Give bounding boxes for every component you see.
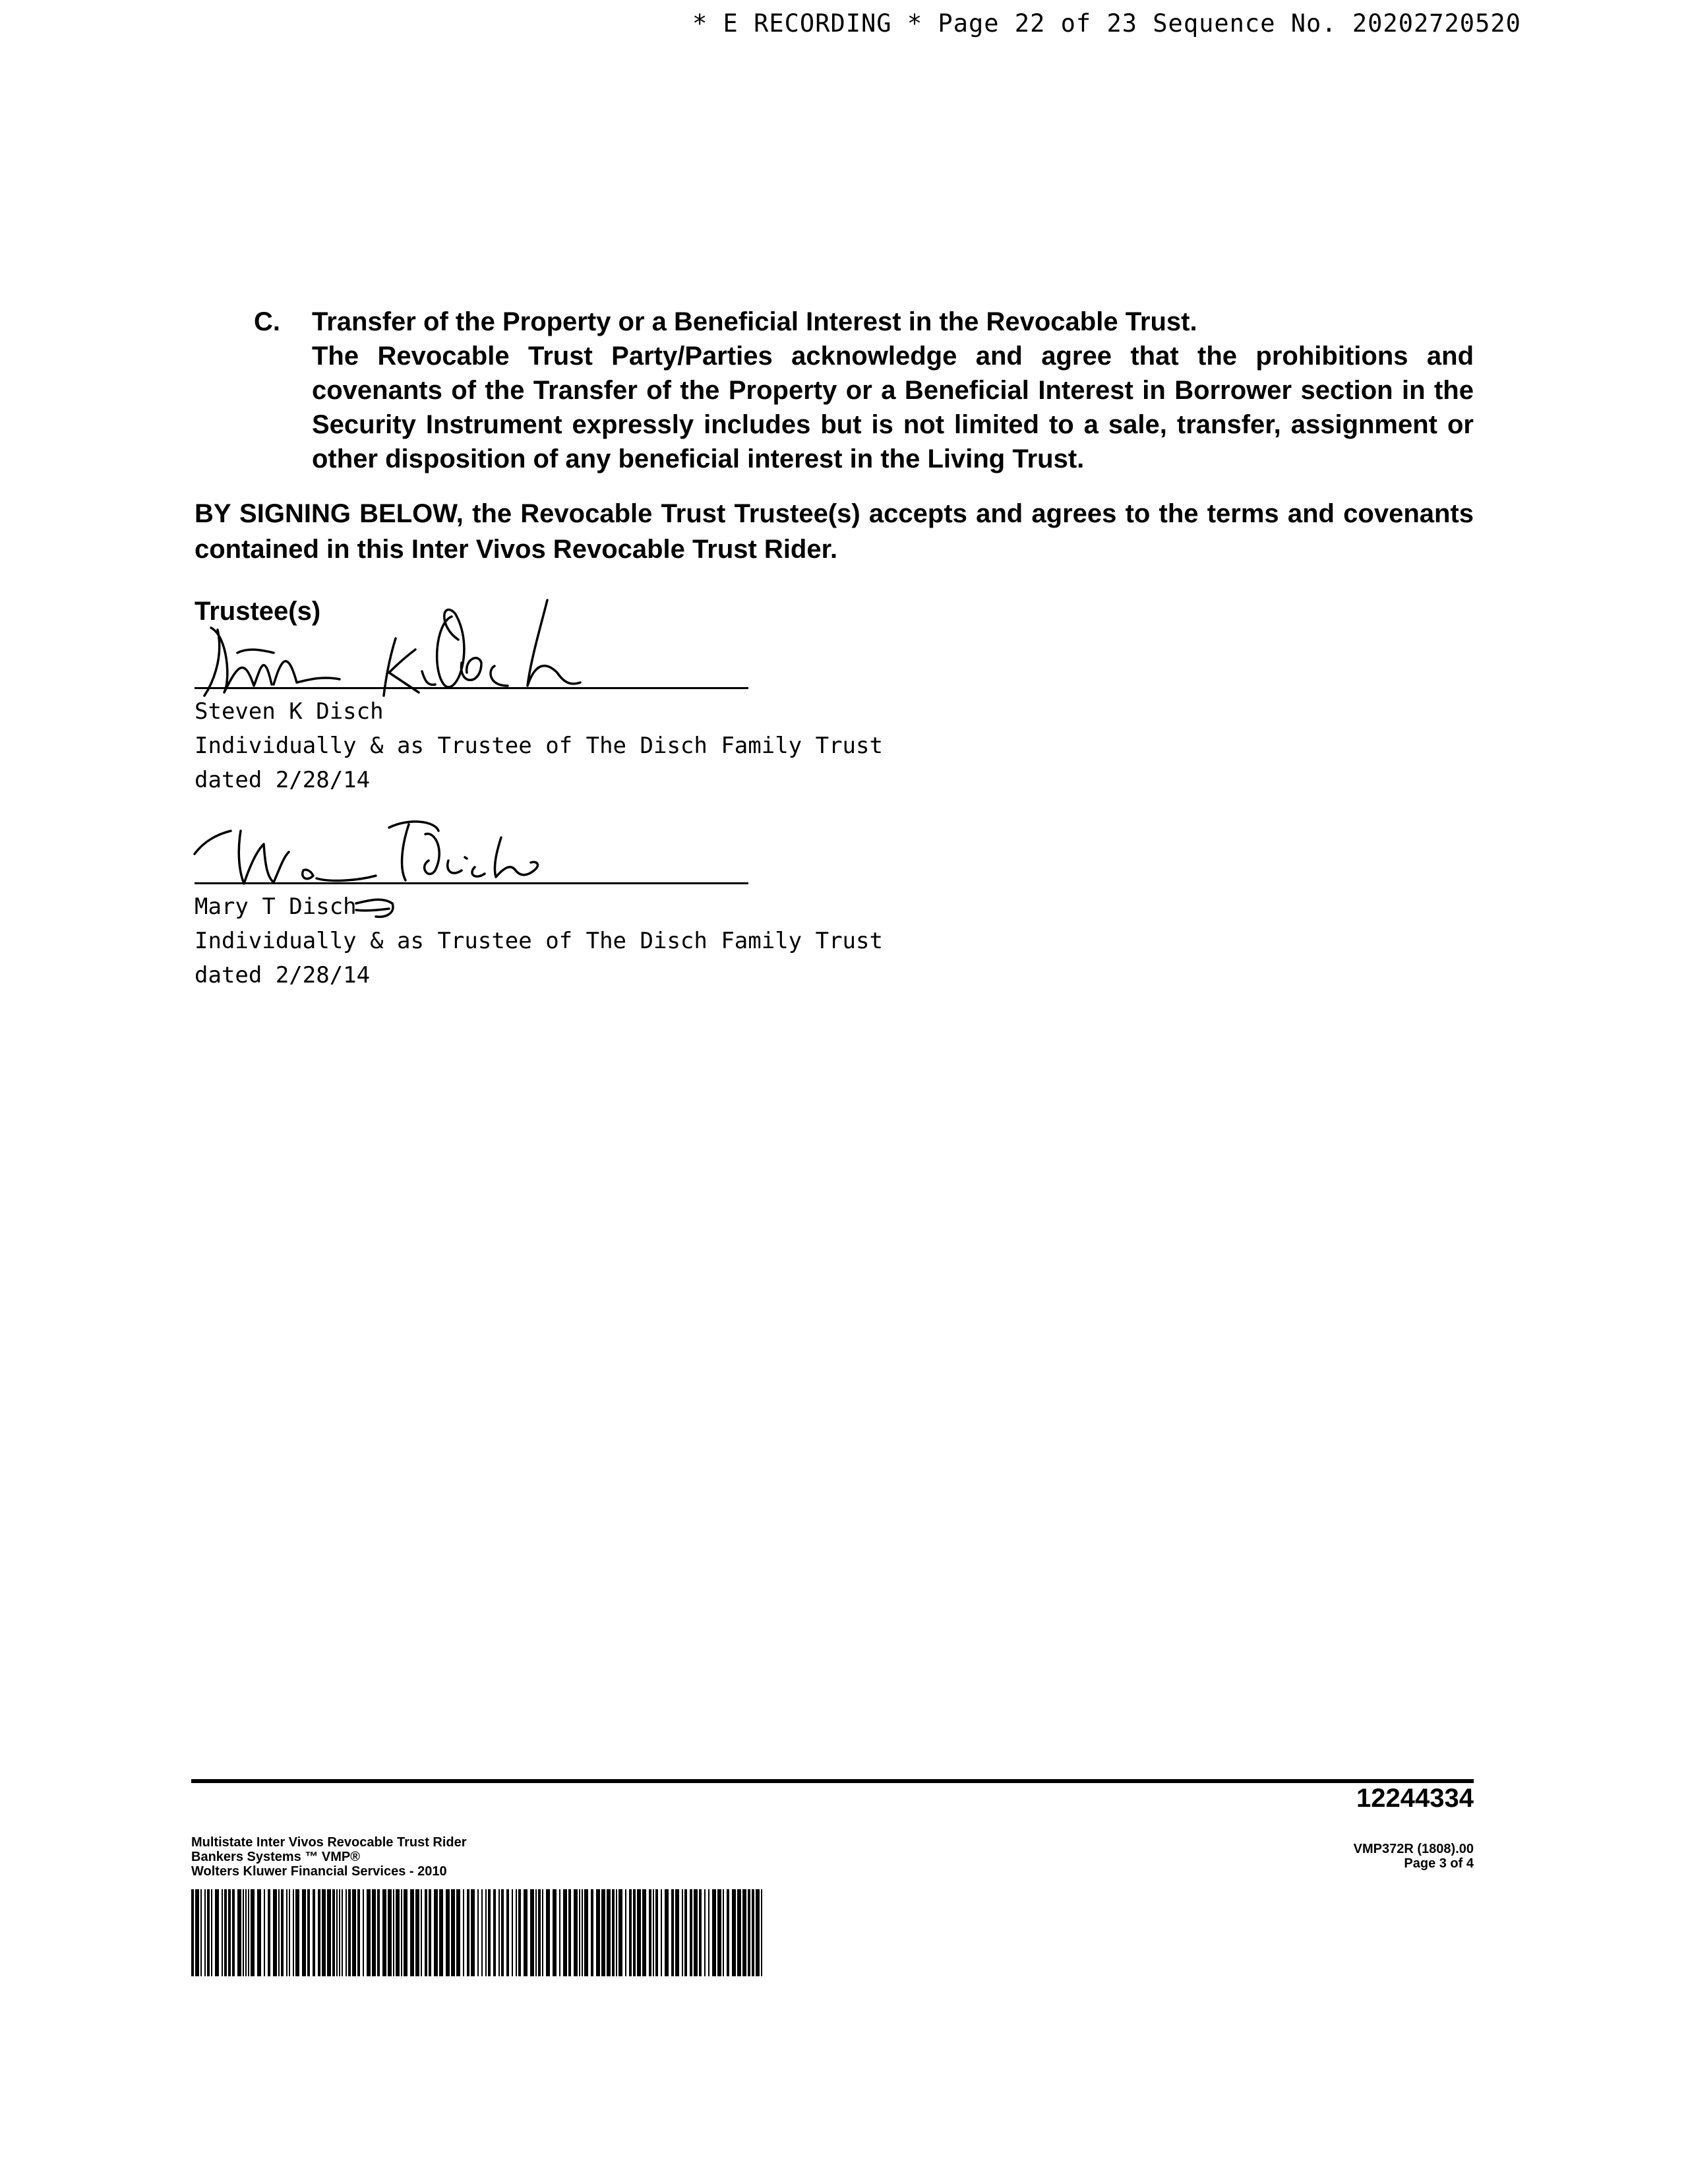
signing-lead: BY SIGNING BELOW, <box>195 499 464 528</box>
signer-name: Steven K Disch <box>195 698 384 725</box>
form-code: VMP372R (1808).00 <box>1353 1842 1474 1856</box>
footer-rule <box>191 1779 1474 1783</box>
section-letter: C. <box>254 307 280 336</box>
signature-line <box>195 882 748 884</box>
trustees-label: Trustee(s) <box>195 597 321 626</box>
page-of: Page 3 of 4 <box>1404 1856 1474 1871</box>
signer-block <box>195 890 883 992</box>
copyright-line: Wolters Kluwer Financial Services - 2010 <box>191 1864 447 1879</box>
section-heading: Transfer of the Property or a Beneficial Interest in the Revocable Trust. <box>312 307 1197 336</box>
barcode <box>191 1889 765 1976</box>
signature-line <box>195 687 748 689</box>
signer-block <box>195 694 883 797</box>
signer-capacity: Individually & as Trustee of The Disch Family Trust <box>195 733 883 759</box>
loan-number: 12244334 <box>1356 1784 1474 1813</box>
form-title: Multistate Inter Vivos Revocable Trust Rider <box>191 1835 467 1850</box>
form-info <box>191 1835 467 1879</box>
signer-dated: dated 2/28/14 <box>195 962 371 988</box>
signature-steven-disch <box>198 587 620 702</box>
publisher-line: Bankers Systems ™ VMP® <box>191 1850 360 1864</box>
signer-dated: dated 2/28/14 <box>195 767 371 793</box>
signer-name: Mary T Disch <box>195 894 357 920</box>
signer-capacity: Individually & as Trustee of The Disch Family Trust <box>195 928 883 954</box>
recording-header: * E RECORDING * Page 22 of 23 Sequence No. 20202720520 <box>692 9 1521 38</box>
signing-paragraph <box>195 496 1474 567</box>
signing-text: the Revocable Trust Trustee(s) accepts and agrees to the terms and covenants contained in this Inter Vivos Revocable Trust Rider. <box>195 499 1474 564</box>
section-body: The Revocable Trust Party/Parties acknowledge and agree that the prohibitions and covenants of the Transfer of the Property or a Beneficial Interest in Borrower section in the Security Instrument expressly includes but is not limited to a sale, transfer, assignment or other disposition of any beneficial interest in the Living Trust. <box>312 342 1474 473</box>
form-code-block <box>1220 1842 1474 1871</box>
